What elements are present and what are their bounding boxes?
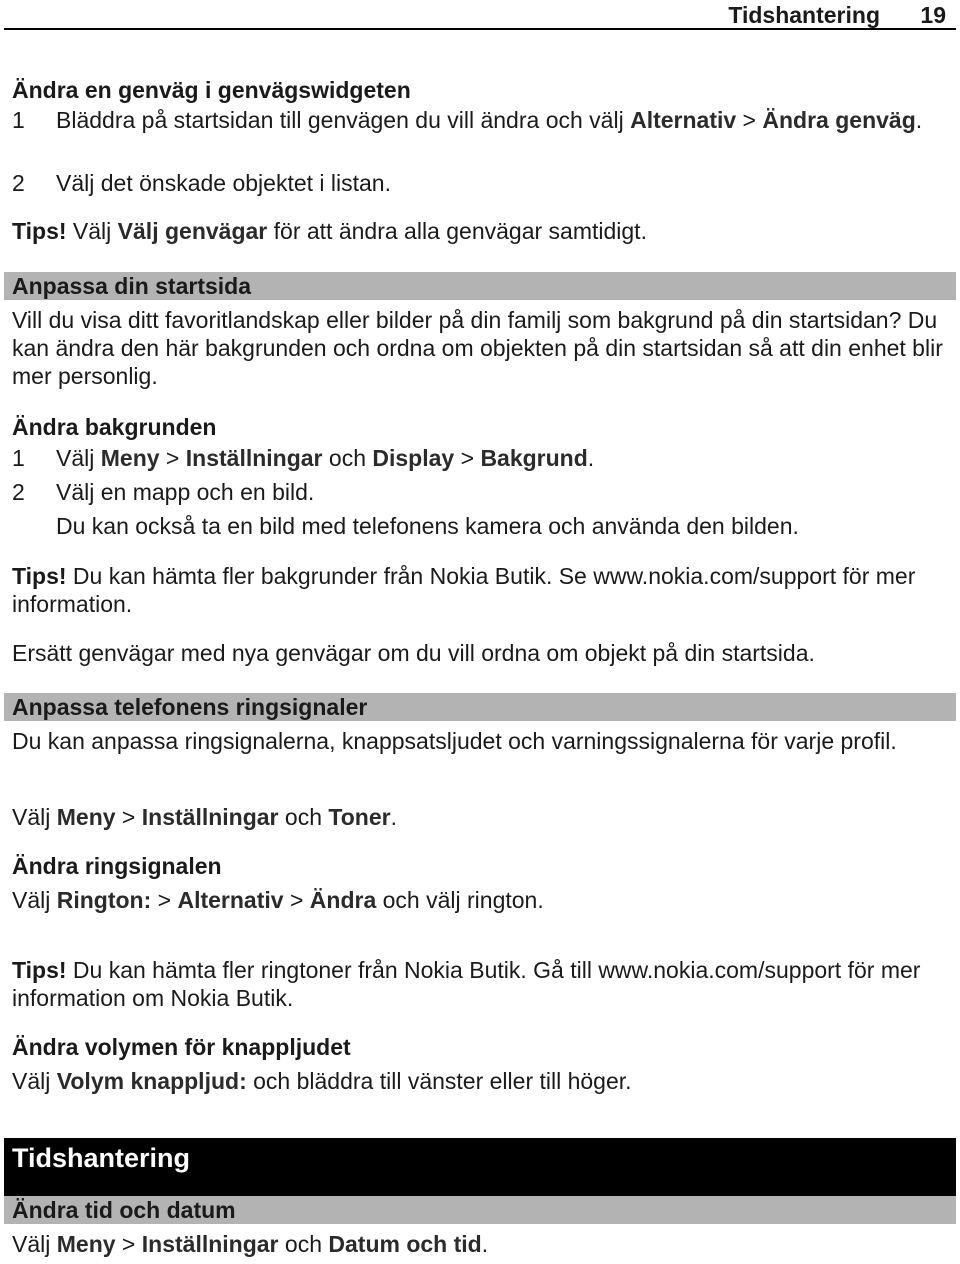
section-bar-customize-home: Anpassa din startsida bbox=[4, 272, 956, 300]
s1-step-2 bbox=[12, 169, 948, 197]
page-number: 19 bbox=[920, 2, 946, 28]
tip-label: Tips! bbox=[12, 957, 67, 983]
tip-label: Tips! bbox=[12, 218, 67, 244]
section-bar-time-date: Ändra tid och datum bbox=[4, 1196, 956, 1224]
s2-step-1: 1 Välj Meny > Inställningar och Display > Bakgrund. bbox=[12, 445, 595, 471]
step-number: 2 bbox=[12, 479, 25, 505]
step-number: 2 bbox=[12, 170, 25, 196]
heading-key-volume: Ändra volymen för knappljudet bbox=[12, 1034, 351, 1060]
s2-step-2-note: Du kan också ta en bild med telefonens kamera och använda den bilden. bbox=[56, 513, 799, 539]
heading-edit-shortcut: Ändra en genväg i genvägswidgeten bbox=[12, 77, 411, 103]
s4-settings-line: Välj Meny > Inställningar och Datum och tid. bbox=[12, 1231, 489, 1257]
s1-step-1 bbox=[12, 106, 948, 134]
step-number: 1 bbox=[12, 445, 25, 471]
s2-paragraph-2: Ersätt genvägar med nya genvägar om du vill ordna om objekt på din startsida. bbox=[12, 640, 815, 666]
s3-key-volume-line: Välj Volym knappljud: och bläddra till vänster eller till höger. bbox=[12, 1068, 632, 1094]
step-text: Bläddra på startsidan till genvägen du vill ändra och välj Alternativ > Ändra genväg. bbox=[56, 107, 923, 133]
s3-settings-line: Välj Meny > Inställningar och Toner. bbox=[12, 804, 397, 830]
heading-change-background: Ändra bakgrunden bbox=[12, 414, 217, 440]
s3-ringtone-line: Välj Rington: > Alternativ > Ändra och välj rington. bbox=[12, 887, 544, 913]
s2-tip: Tips! Du kan hämta fler bakgrunder från Nokia Butik. Se www.nokia.com/support för mer information. bbox=[12, 563, 916, 617]
page-header bbox=[4, 0, 956, 30]
s2-paragraph: Vill du visa ditt favoritlandskap eller bilder på din familj som bakgrund på din startsidan? Du kan ändra den här bakgrunden och ordna om objekten på din startsidan så att din enhet blir mer personlig. bbox=[12, 307, 943, 389]
step-text: Välj det önskade objektet i listan. bbox=[56, 170, 391, 196]
s1-tip: Tips! Välj Välj genvägar för att ändra alla genvägar samtidigt. bbox=[12, 218, 647, 244]
s2-step-2: 2 Välj en mapp och en bild. bbox=[12, 479, 315, 505]
step-number: 1 bbox=[12, 107, 25, 133]
s3-tip: Tips! Du kan hämta fler ringtoner från Nokia Butik. Gå till www.nokia.com/support för mer information om Nokia Butik. bbox=[12, 957, 921, 1011]
section-bar-ringtones: Anpassa telefonens ringsignaler bbox=[4, 693, 956, 721]
heading-change-ringtone: Ändra ringsignalen bbox=[12, 853, 222, 879]
chapter-bar-time-management: Tidshantering bbox=[4, 1138, 956, 1196]
s3-paragraph: Du kan anpassa ringsignalerna, knappsatsljudet och varningssignalerna för varje profil. bbox=[12, 728, 897, 754]
header-section-title: Tidshantering bbox=[728, 2, 880, 28]
tip-label: Tips! bbox=[12, 563, 67, 589]
